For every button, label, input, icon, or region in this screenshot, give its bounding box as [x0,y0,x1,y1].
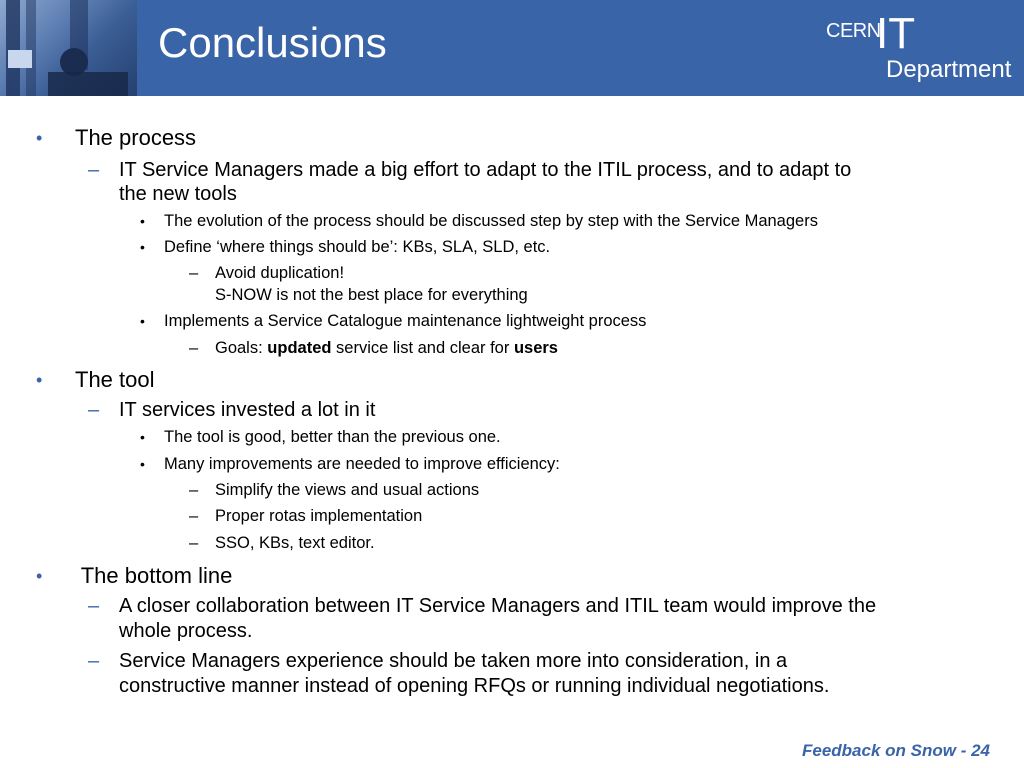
slide-title: Conclusions [158,19,387,66]
process-subitem: Define ‘where things should be’: KBs, SLA, SLD, etc. [164,238,551,256]
goals-line [215,339,558,358]
dash-icon: – [189,339,199,357]
process-detail-line: Avoid duplication! [215,264,345,282]
tool-detail: Proper rotas implementation [215,507,423,525]
process-item-line: IT Service Managers made a big effort to adapt to the ITIL process, and to adapt to [119,159,852,181]
logo-it-text: IT [876,9,916,58]
dash-icon: – [88,159,100,181]
dash-icon: – [88,650,100,672]
dash-icon: – [189,534,199,552]
bullet-icon: • [140,313,145,329]
bullet-icon: • [140,429,145,445]
logo-department-text: Department [886,56,1012,83]
bullet-icon: • [140,239,145,255]
bottom-line-item: A closer collaboration between IT Service Managers and ITIL team would improve the [119,595,877,617]
dash-icon: – [189,481,199,499]
heading-the-bottom-line: The bottom line [75,563,233,588]
goals-prefix: Goals: [215,339,268,357]
dash-icon: – [88,595,100,617]
bullet-icon: • [36,566,43,586]
dash-icon: – [189,264,199,282]
dash-icon: – [88,399,100,421]
process-subitem: Implements a Service Catalogue maintenance lightweight process [164,312,647,330]
heading-the-tool: The tool [75,367,155,392]
goals-middle: service list and clear for [331,339,514,357]
goals-updated: updated [267,339,332,357]
process-item-line: the new tools [119,183,237,205]
heading-the-process: The process [75,125,197,150]
bottom-line-item: constructive manner instead of opening RFQs or running individual negotiations. [119,675,830,697]
process-detail-line: S-NOW is not the best place for everything [215,286,528,304]
dash-icon: – [189,507,199,525]
tool-detail: SSO, KBs, text editor. [215,534,375,552]
bullet-icon: • [36,370,43,390]
bottom-line-item: whole process. [119,620,253,642]
slide-footer: Feedback on Snow - 24 [802,741,990,760]
tool-item: IT services invested a lot in it [119,399,376,421]
bullet-icon: • [140,456,145,472]
logo-cern-text: CERN [826,20,881,42]
tool-detail: Simplify the views and usual actions [215,481,480,499]
tool-subitem: Many improvements are needed to improve efficiency: [164,455,560,473]
bottom-line-item: Service Managers experience should be taken more into consideration, in a [119,650,788,672]
bullet-icon: • [140,213,145,229]
tool-subitem: The tool is good, better than the previous one. [164,428,501,446]
bullet-icon: • [36,128,43,148]
process-subitem: The evolution of the process should be discussed step by step with the Service Managers [164,212,818,230]
goals-users: users [513,339,558,357]
